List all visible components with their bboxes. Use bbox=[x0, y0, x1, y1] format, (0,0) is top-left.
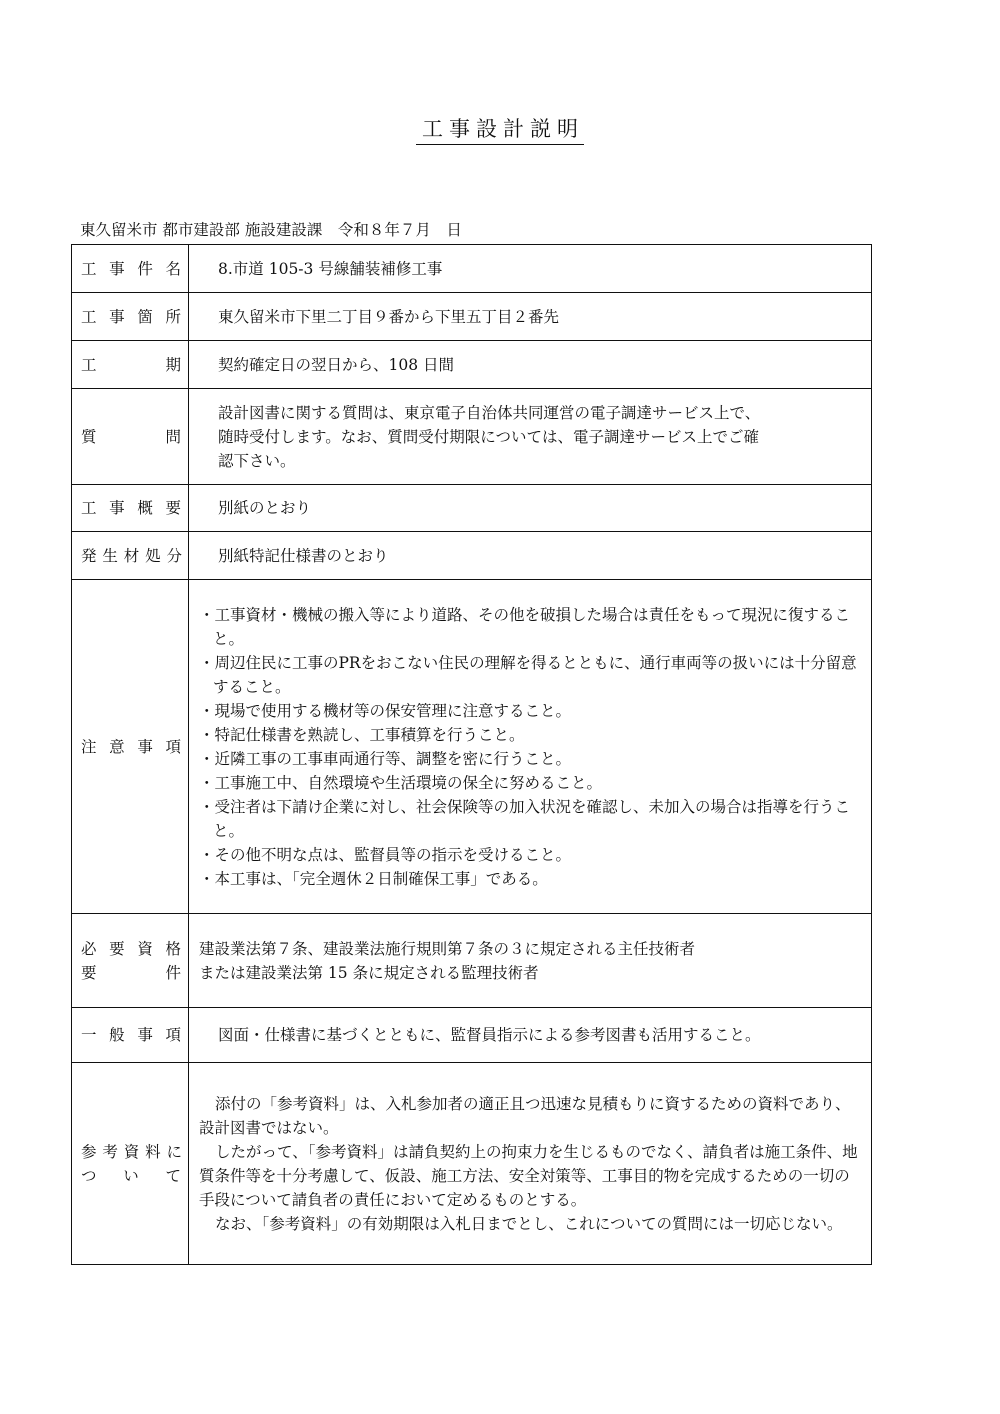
label-construction-period: 工 期 bbox=[81, 355, 182, 374]
notes-item-3: ・現場で使用する機材等の保安管理に注意すること。 bbox=[199, 701, 572, 720]
label-construction-place: 工事箇所 bbox=[81, 307, 182, 326]
notes-list bbox=[199, 603, 863, 891]
row-general bbox=[72, 1008, 872, 1063]
notes-item-8: ・その他不明な点は、監督員等の指示を受けること。 bbox=[199, 845, 572, 864]
reference-paragraph-1: 添付の「参考資料」は、入札参加者の適正且つ迅速な見積もりに資するための資料であり、設計図書ではない。 bbox=[199, 1094, 851, 1137]
spec-table bbox=[71, 244, 872, 1265]
label-qualification-line-1: 必要資格 bbox=[81, 939, 182, 958]
reference-paragraph-3: なお、「参考資料」の有効期限は入札日までとし、これについての質問には一切応じない。 bbox=[215, 1214, 843, 1233]
label-construction-name: 工事件名 bbox=[81, 259, 182, 278]
label-general: 一般事項 bbox=[81, 1026, 182, 1044]
label-notes: 注意事項 bbox=[81, 737, 182, 756]
row-construction-place bbox=[72, 293, 872, 341]
row-questions bbox=[72, 389, 872, 485]
label-reference-line-2: ついて bbox=[81, 1166, 182, 1185]
value-general: 図面・仕様書に基づくとともに、監督員指示による参考図書も活用すること。 bbox=[218, 1026, 761, 1044]
questions-line-2: 随時受付します。なお、質問受付期限については、電子調達サービス上でご確 bbox=[218, 427, 759, 446]
questions-line-1: 設計図書に関する質問は、東京電子自治体共同運営の電子調達サービス上で、 bbox=[218, 403, 761, 422]
label-waste-disposal: 発生材処分 bbox=[81, 546, 182, 565]
notes-item-7: ・受注者は下請け企業に対し、社会保険等の加入状況を確認し、未加入の場合は指導を行うこと。 bbox=[199, 797, 851, 840]
questions-line-3: 認下さい。 bbox=[218, 451, 296, 470]
value-construction-place: 東久留米市下里二丁目９番から下里五丁目２番先 bbox=[218, 307, 560, 326]
header-issuer-date: 東久留米市 都市建設部 施設建設課 令和８年７月 日 bbox=[80, 221, 462, 239]
notes-item-5: ・近隣工事の工事車両通行等、調整を密に行うこと。 bbox=[199, 749, 572, 768]
document-title-text: 工事設計説明 bbox=[416, 114, 584, 145]
reference-paragraph-2: したがって、「参考資料」は請負契約上の拘束力を生じるものでなく、請負者は施工条件、地質条件等を十分考慮して、仮設、施工方法、安全対策等、工事目的物を完成するための一切の手段について請負者の責任において定めるものとする。 bbox=[199, 1142, 858, 1209]
document-title bbox=[0, 114, 1000, 145]
row-notes bbox=[72, 580, 872, 914]
notes-item-6: ・工事施工中、自然環境や生活環境の保全に努めること。 bbox=[199, 773, 603, 792]
label-overview: 工事概要 bbox=[81, 499, 182, 517]
row-waste-disposal bbox=[72, 532, 872, 580]
qualification-line-1: 建設業法第７条、建設業法施行規則第７条の３に規定される主任技術者 bbox=[199, 939, 696, 958]
value-questions bbox=[201, 401, 861, 473]
notes-item-2: ・周辺住民に工事のPRをおこない住民の理解を得るとともに、通行車両等の扱いには十分留意すること。 bbox=[199, 653, 857, 696]
label-reference-line-1: 参考資料に bbox=[81, 1142, 182, 1161]
label-qualification-line-2: 要 件 bbox=[81, 963, 182, 982]
row-qualification bbox=[72, 914, 872, 1008]
value-waste-disposal: 別紙特記仕様書のとおり bbox=[218, 546, 389, 565]
value-overview: 別紙のとおり bbox=[218, 499, 312, 517]
row-reference bbox=[72, 1063, 872, 1265]
row-overview bbox=[72, 485, 872, 532]
notes-item-4: ・特記仕様書を熟読し、工事積算を行うこと。 bbox=[199, 725, 525, 744]
row-construction-period bbox=[72, 341, 872, 389]
value-construction-period: 契約確定日の翌日から、108 日間 bbox=[218, 355, 455, 374]
notes-item-1: ・工事資材・機械の搬入等により道路、その他を破損した場合は責任をもって現況に復すること。 bbox=[199, 605, 851, 648]
row-construction-name bbox=[72, 245, 872, 293]
value-construction-name: 8.市道 105-3 号線舗装補修工事 bbox=[218, 259, 443, 278]
qualification-line-2: または建設業法第 15 条に規定される監理技術者 bbox=[199, 963, 539, 982]
notes-item-9: ・本工事は、「完全週休２日制確保工事」である。 bbox=[199, 869, 548, 888]
label-questions: 質 問 bbox=[81, 427, 182, 446]
